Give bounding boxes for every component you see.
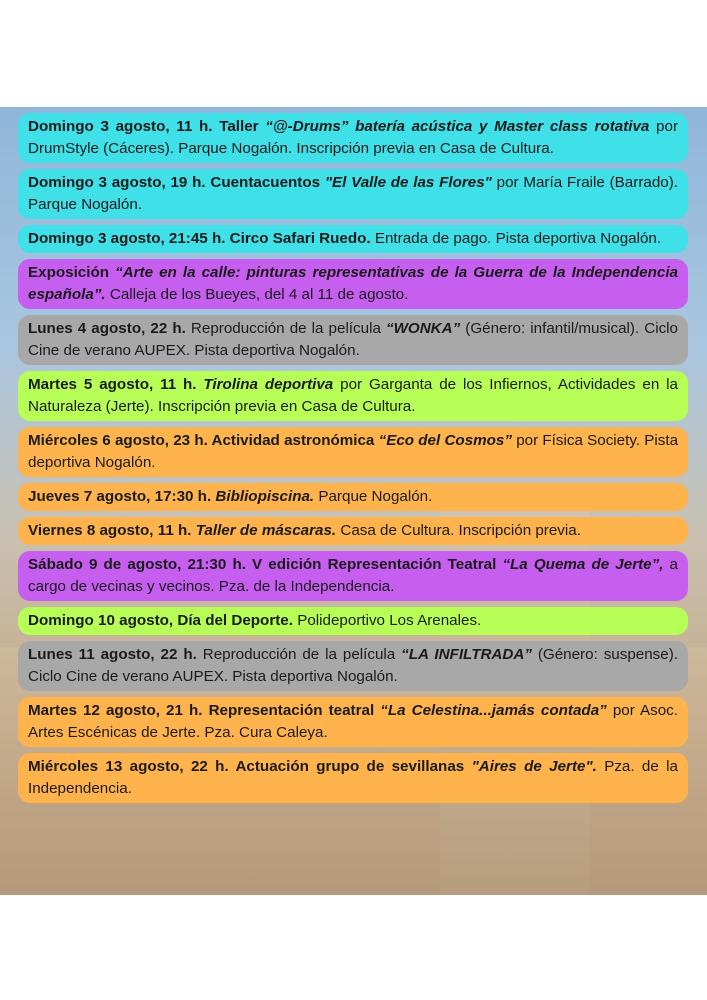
event-item [18,551,688,601]
event-lead: Lunes 11 agosto, 22 h. [28,646,197,663]
event-details: por Garganta de los Infiernos, Actividades en la Naturaleza (Jerte). Inscripción previa en Casa de Cultura. [28,376,678,415]
event-title: "Aires de Jerte". [471,758,597,775]
event-item [18,607,688,635]
event-lead: Jueves 7 agosto, 17:30 h. [28,488,216,505]
event-lead: Domingo 3 agosto, 21:45 h. Circo Safari Ruedo. [28,230,371,247]
event-details: Casa de Cultura. Inscripción previa. [336,522,581,539]
event-item [18,113,688,163]
event-details: por Física Society. Pista deportiva Nogalón. [28,432,679,471]
event-details-extra: (Género: infantil/musical). Ciclo Cine de verano AUPEX. Pista deportiva Nogalón. [28,320,678,359]
event-item [18,259,688,309]
event-title: “La Celestina...jamás contada” [380,702,607,719]
event-lead: Domingo 3 agosto, 19 h. Cuentacuentos [28,174,325,191]
event-title: “@-Drums” batería acústica y Master class rotativa [265,118,650,135]
poster-background [0,107,707,895]
event-details: Reproducción de la película [185,320,386,337]
event-title: “Arte en la calle: pinturas representativas de la Guerra de la Independencia española”. [28,264,678,303]
event-title: “LA INFILTRADA” [401,646,532,663]
event-item [18,517,688,545]
event-lead: Martes 5 agosto, 11 h. [28,376,204,393]
event-item [18,753,688,803]
event-title: Bibliopiscina. [215,488,315,505]
event-details: por Asoc. Artes Escénicas de Jerte. Pza. Cura Caleya. [28,702,678,741]
event-details: Calleja de los Bueyes, del 4 al 11 de agosto. [105,286,409,303]
event-title: “La Quema de Jerte”, [502,556,664,573]
event-lead: Miércoles 13 agosto, 22 h. Actuación grupo de sevillanas [28,758,472,775]
event-lead: Miércoles 6 agosto, 23 h. Actividad astronómica [28,432,379,449]
event-details: por DrumStyle (Cáceres). Parque Nogalón. Inscripción previa en Casa de Cultura. [28,118,679,157]
event-title: “Eco del Cosmos” [378,432,512,449]
event-lead: Exposición [28,264,116,281]
event-item [18,697,688,747]
event-title: Tirolina deportiva [203,376,334,393]
event-title: Taller de máscaras. [195,522,337,539]
event-details: a cargo de vecinas y vecinos. Pza. de la Independencia. [28,556,678,595]
event-title: "El Valle de las Flores" [324,174,492,191]
event-lead: Lunes 4 agosto, 22 h. [28,320,186,337]
event-details-extra: (Género: suspense). Ciclo Cine de verano AUPEX. Pista deportiva Nogalón. [28,646,678,685]
event-title: “WONKA” [385,320,461,337]
event-lead: Martes 12 agosto, 21 h. Representación teatral [28,702,381,719]
event-list [18,113,688,809]
event-lead: Sábado 9 de agosto, 21:30 h. V edición Representación Teatral [28,556,503,573]
event-details: Entrada de pago. Pista deportiva Nogalón. [370,230,662,247]
event-item [18,427,688,477]
event-details: por María Fraile (Barrado). Parque Nogalón. [28,174,678,213]
event-item [18,641,688,691]
event-lead: Domingo 3 agosto, 11 h. Taller [28,118,266,135]
event-item [18,169,688,219]
event-item [18,483,688,511]
event-details: Pza. de la Independencia. [28,758,678,797]
event-details: Reproducción de la película [196,646,402,663]
event-details: Polideportivo Los Arenales. [292,612,482,629]
event-item [18,225,688,253]
event-details: Parque Nogalón. [314,488,433,505]
event-item [18,315,688,365]
event-lead: Domingo 10 agosto, Día del Deporte. [28,612,293,629]
event-lead: Viernes 8 agosto, 11 h. [28,522,196,539]
event-item [18,371,688,421]
